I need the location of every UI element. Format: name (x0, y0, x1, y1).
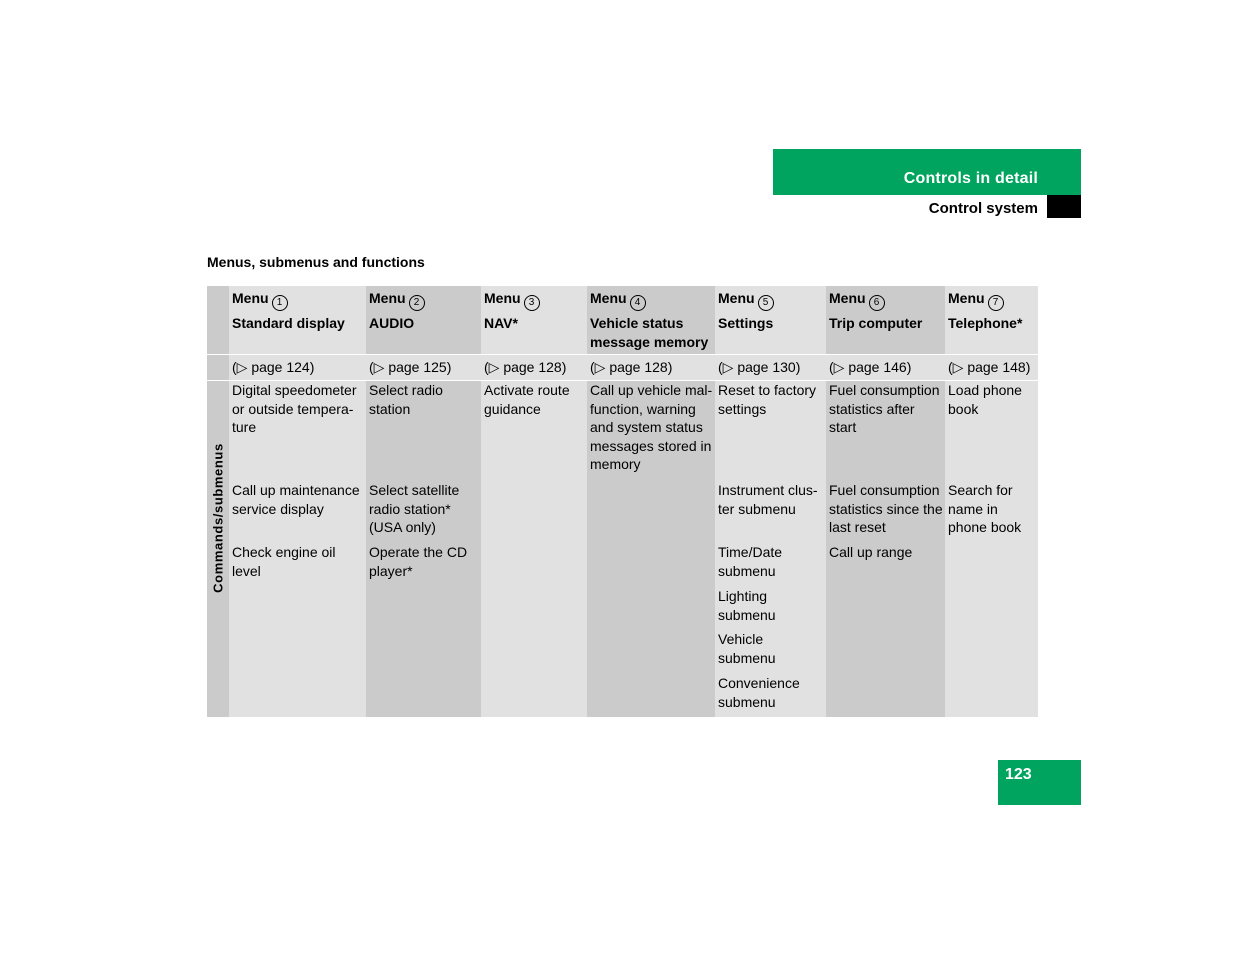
page-reference: (▷ page 125) (369, 359, 452, 375)
command-item: Load phone book (948, 382, 1022, 417)
menu-name: Settings (718, 315, 774, 331)
commands-cell (587, 381, 715, 717)
page-ref-cell (229, 355, 366, 380)
menu-header (366, 286, 481, 354)
table-title: Menus, submenus and functions (207, 254, 425, 270)
menu-column-3 (481, 286, 587, 717)
menu-number-badge: 2 (409, 295, 425, 311)
commands-cell (715, 381, 826, 717)
menu-column-5 (715, 286, 826, 717)
menu-header (945, 286, 1038, 354)
command-item: Operate the CD player* (369, 544, 468, 579)
page-reference: (▷ page 146) (829, 359, 912, 375)
menu-number-badge: 7 (988, 295, 1004, 311)
menu-column-4 (587, 286, 715, 717)
command-item: Call up vehicle mal-function, warning and system status messages stored in memory (590, 382, 713, 472)
page-reference: (▷ page 124) (232, 359, 315, 375)
command-item: Select radio station (369, 382, 443, 417)
page-ref-cell (715, 355, 826, 380)
menu-column-6 (826, 286, 945, 717)
menu-label: Menu 7 (948, 290, 1004, 311)
side-label-column (207, 286, 229, 717)
page-number: 123 (998, 760, 1081, 805)
command-item: Search for name in phone book (948, 482, 1022, 535)
section-header: Control system (928, 200, 1038, 217)
row-divider (207, 354, 1038, 355)
chapter-header: Controls in detail (773, 149, 1081, 195)
command-item: Time/Date submenu (718, 544, 783, 579)
page-ref-cell (481, 355, 587, 380)
menu-name: NAV* (484, 315, 518, 331)
commands-cell (826, 381, 945, 717)
command-item: Digital speedometer or outside tempera-ture (232, 382, 357, 435)
menu-label: Menu 2 (369, 290, 425, 311)
menu-name: Telephone* (948, 315, 1023, 331)
menu-column-1 (229, 286, 366, 717)
menu-header (715, 286, 826, 354)
command-item: Call up range (829, 544, 913, 560)
page-reference: (▷ page 148) (948, 359, 1031, 375)
menu-column-7 (945, 286, 1038, 717)
menu-label: Menu 5 (718, 290, 774, 311)
commands-cell (945, 381, 1038, 717)
commands-cell (229, 381, 366, 717)
page-reference: (▷ page 128) (484, 359, 567, 375)
side-label: Commands/submenus (210, 443, 226, 593)
menu-number-badge: 3 (524, 295, 540, 311)
page-reference: (▷ page 130) (718, 359, 801, 375)
menu-number-badge: 1 (272, 295, 288, 311)
menu-header (481, 286, 587, 354)
menu-column-2 (366, 286, 481, 717)
row-divider (207, 380, 1038, 381)
page-ref-cell (945, 355, 1038, 380)
command-item: Check engine oil level (232, 544, 336, 579)
menu-label: Menu 6 (829, 290, 885, 311)
menu-label: Menu 4 (590, 290, 646, 311)
page-ref-cell (587, 355, 715, 380)
menu-name: Vehicle status message memory (590, 315, 709, 350)
menu-label: Menu 3 (484, 290, 540, 311)
command-item: Call up maintenance service display (232, 482, 360, 517)
command-item: Fuel consumption statistics after start (829, 382, 940, 435)
menu-header (229, 286, 366, 354)
command-item: Fuel consumption statistics since the last reset (829, 482, 943, 535)
page-ref-cell (826, 355, 945, 380)
menu-number-badge: 6 (869, 295, 885, 311)
page-ref-cell (366, 355, 481, 380)
section-tab-marker (1047, 195, 1081, 218)
command-item: Instrument clus-ter submenu (718, 482, 818, 517)
menu-name: AUDIO (369, 315, 415, 331)
command-item: Convenience submenu (718, 675, 800, 710)
menu-number-badge: 4 (630, 295, 646, 311)
command-item: Reset to factory settings (718, 382, 817, 417)
menu-name: Standard display (232, 315, 345, 331)
menu-label: Menu 1 (232, 290, 288, 311)
commands-cell (366, 381, 481, 717)
command-item: Lighting submenu (718, 588, 776, 623)
menu-name: Trip computer (829, 315, 923, 331)
page-reference: (▷ page 128) (590, 359, 673, 375)
command-item: Activate route guidance (484, 382, 570, 417)
commands-cell (481, 381, 587, 717)
menu-number-badge: 5 (758, 295, 774, 311)
command-item: Vehicle submenu (718, 631, 776, 666)
menu-header (826, 286, 945, 354)
command-item: Select satellite radio station* (USA only) (369, 482, 460, 535)
menu-header (587, 286, 715, 354)
